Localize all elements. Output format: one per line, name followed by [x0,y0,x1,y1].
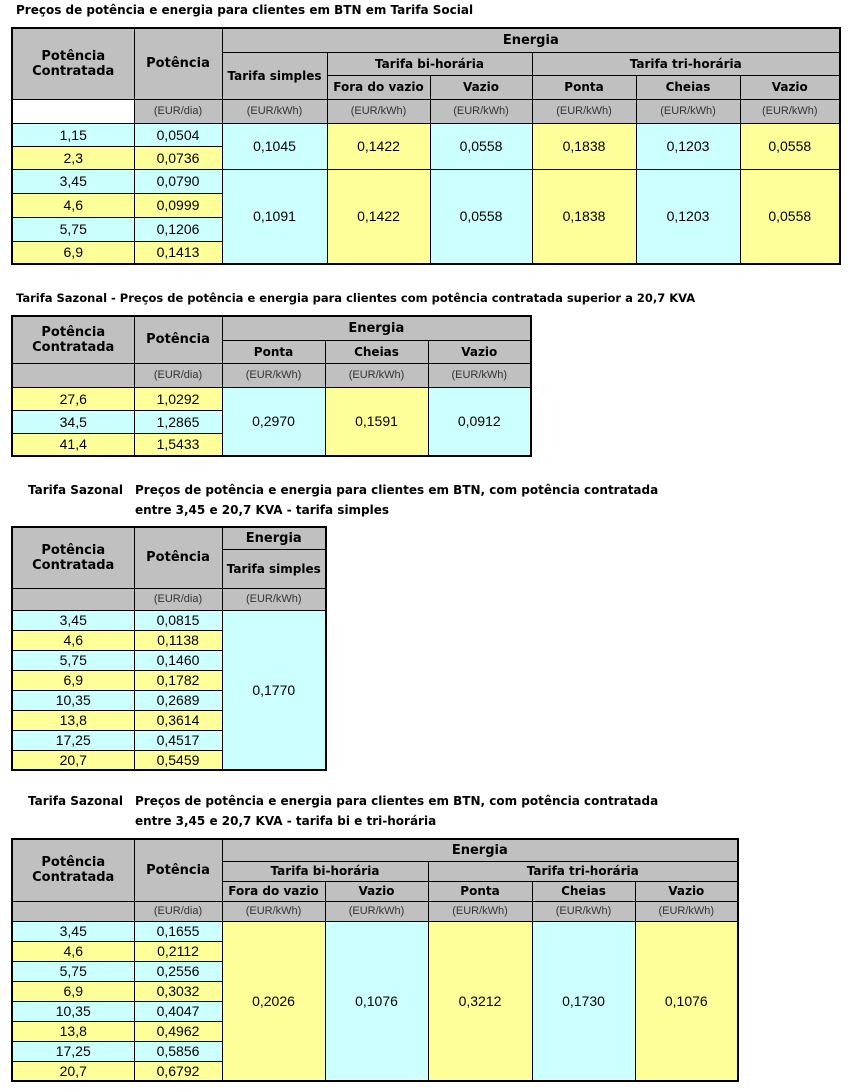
cell-kva: 3,45 [12,169,134,193]
cell-kva: 4,6 [12,193,134,217]
cell-potencia: 0,0815 [134,610,222,630]
header-potencia-contratada: Potência Contratada [12,28,134,99]
header-tarifa-bi-horaria: Tarifa bi-horária [222,861,428,881]
cell-potencia: 0,3614 [134,710,222,730]
cell-potencia: 0,4962 [134,1021,222,1041]
cell-tarifa-simples: 0,1770 [222,610,326,770]
cell-tarifa-simples: 0,1045 [222,123,327,169]
cell-kva: 20,7 [12,750,134,770]
unit-eur-dia: (EUR/dia) [134,901,222,921]
header-tarifa-simples: Tarifa simples [222,549,326,588]
cell-vazio: 0,0912 [428,387,531,456]
unit-eur-kwh: (EUR/kWh) [532,901,635,921]
cell-potencia: 0,1138 [134,630,222,650]
unit-eur-kwh: (EUR/kWh) [635,901,738,921]
header-tarifa-tri-horaria: Tarifa tri-horária [428,861,738,881]
table4-label: Tarifa Sazonal [28,794,123,808]
cell-potencia: 0,3032 [134,981,222,1001]
cell-kva: 13,8 [12,710,134,730]
unit-eur-kwh: (EUR/kWh) [740,99,840,123]
cell-kva: 6,9 [12,241,134,264]
cell-tri-ponta: 0,1838 [532,169,636,264]
header-potencia: Potência [134,28,222,99]
cell-tri-vazio: 0,1076 [635,921,738,1081]
cell-potencia: 0,1655 [134,921,222,941]
header-energia: Energia [222,839,738,861]
header-potencia-contratada: Potência Contratada [12,527,134,588]
cell-bi-fora-vazio: 0,1422 [327,169,430,264]
header-cheias: Cheias [532,881,635,901]
header-tarifa-bi-horaria: Tarifa bi-horária [327,52,532,75]
cell-bi-vazio: 0,1076 [325,921,428,1081]
unit-eur-kwh: (EUR/kWh) [428,901,532,921]
cell-kva: 5,75 [12,217,134,241]
cell-tri-vazio: 0,0558 [740,123,840,169]
cell-potencia: 0,0736 [134,146,222,169]
cell-bi-vazio: 0,0558 [430,123,532,169]
table3-title-line1: Preços de potência e energia para clientes em BTN, com potência contratada [135,483,659,497]
cell-potencia: 0,5459 [134,750,222,770]
table2-tarifa-sazonal-superior [11,315,532,457]
cell-bi-fora-vazio: 0,2026 [222,921,325,1081]
header-energia: Energia [222,527,326,549]
header-tarifa-simples: Tarifa simples [222,52,327,99]
unit-eur-kwh: (EUR/kWh) [222,588,326,610]
header-ponta: Ponta [428,881,532,901]
unit-eur-kwh: (EUR/kWh) [428,363,531,387]
cell-potencia: 0,6792 [134,1061,222,1081]
header-vazio: Vazio [740,75,840,99]
cell-cheias: 0,1591 [325,387,428,456]
unit-eur-dia: (EUR/dia) [134,588,222,610]
cell-kva: 6,9 [12,981,134,1001]
unit-eur-kwh: (EUR/kWh) [327,99,430,123]
header-potencia-contratada: Potência Contratada [12,839,134,901]
header-cheias: Cheias [325,340,428,363]
cell-tri-cheias: 0,1730 [532,921,635,1081]
header-fora-do-vazio: Fora do vazio [327,75,430,99]
table1-tarifa-social [11,27,841,265]
table4-title-line1: Preços de potência e energia para clientes em BTN, com potência contratada [135,794,659,808]
cell-kva: 17,25 [12,1041,134,1061]
cell-bi-vazio: 0,0558 [430,169,532,264]
cell-kva: 13,8 [12,1021,134,1041]
cell-kva: 5,75 [12,650,134,670]
unit-eur-dia: (EUR/dia) [134,363,222,387]
cell-kva: 6,9 [12,670,134,690]
header-vazio: Vazio [325,881,428,901]
cell-kva: 4,6 [12,630,134,650]
cell-kva: 1,15 [12,123,134,146]
cell-potencia: 0,0790 [134,169,222,193]
cell-potencia: 1,5433 [134,433,222,456]
unit-eur-kwh: (EUR/kWh) [430,99,532,123]
cell-kva: 3,45 [12,921,134,941]
header-vazio: Vazio [635,881,738,901]
header-tarifa-tri-horaria: Tarifa tri-horária [532,52,840,75]
cell-potencia: 0,4517 [134,730,222,750]
cell-potencia: 0,5856 [134,1041,222,1061]
header-fora-do-vazio: Fora do vazio [222,881,325,901]
cell-potencia: 1,0292 [134,387,222,410]
cell-kva: 41,4 [12,433,134,456]
cell-kva: 2,3 [12,146,134,169]
unit-eur-kwh: (EUR/kWh) [325,363,428,387]
cell-potencia: 0,1460 [134,650,222,670]
header-potencia: Potência [134,316,222,363]
header-vazio: Vazio [430,75,532,99]
cell-potencia: 1,2865 [134,410,222,433]
cell-tri-vazio: 0,0558 [740,169,840,264]
header-ponta: Ponta [222,340,325,363]
header-vazio: Vazio [428,340,531,363]
unit-eur-kwh: (EUR/kWh) [325,901,428,921]
cell-tri-cheias: 0,1203 [636,169,740,264]
cell-kva: 5,75 [12,961,134,981]
cell-kva: 17,25 [12,730,134,750]
unit-eur-dia: (EUR/dia) [134,99,222,123]
table4-tarifa-bi-tri [11,838,739,1082]
cell-potencia: 0,1782 [134,670,222,690]
cell-potencia: 0,0504 [134,123,222,146]
table3-tarifa-simples [11,526,327,771]
cell-potencia: 0,0999 [134,193,222,217]
cell-bi-fora-vazio: 0,1422 [327,123,430,169]
header-cheias: Cheias [636,75,740,99]
unit-eur-kwh: (EUR/kWh) [222,99,327,123]
header-potencia: Potência [134,527,222,588]
cell-tri-ponta: 0,3212 [428,921,532,1081]
header-energia: Energia [222,316,531,340]
cell-kva: 27,6 [12,387,134,410]
unit-eur-kwh: (EUR/kWh) [222,363,325,387]
cell-kva: 10,35 [12,1001,134,1021]
cell-potencia: 0,2689 [134,690,222,710]
table2-title: Tarifa Sazonal - Preços de potência e energia para clientes com potência contratada superior a 20,7 KVA [16,291,696,305]
header-ponta: Ponta [532,75,636,99]
unit-eur-kwh: (EUR/kWh) [636,99,740,123]
cell-tri-cheias: 0,1203 [636,123,740,169]
cell-kva: 20,7 [12,1061,134,1081]
cell-potencia: 0,1413 [134,241,222,264]
header-potencia: Potência [134,839,222,901]
cell-ponta: 0,2970 [222,387,325,456]
cell-kva: 10,35 [12,690,134,710]
table3-label: Tarifa Sazonal [28,483,123,497]
cell-potencia: 0,2556 [134,961,222,981]
table3-title-line2: entre 3,45 e 20,7 KVA - tarifa simples [135,503,390,517]
cell-tarifa-simples: 0,1091 [222,169,327,264]
cell-kva: 3,45 [12,610,134,630]
cell-potencia: 0,1206 [134,217,222,241]
table1-title: Preços de potência e energia para clientes em BTN em Tarifa Social [16,3,474,17]
header-potencia-contratada: Potência Contratada [12,316,134,363]
cell-potencia: 0,2112 [134,941,222,961]
cell-kva: 4,6 [12,941,134,961]
table4-title-line2: entre 3,45 e 20,7 KVA - tarifa bi e tri-horária [135,814,437,828]
cell-kva: 34,5 [12,410,134,433]
cell-potencia: 0,4047 [134,1001,222,1021]
unit-eur-kwh: (EUR/kWh) [222,901,325,921]
header-energia: Energia [222,28,840,52]
unit-eur-kwh: (EUR/kWh) [532,99,636,123]
cell-tri-ponta: 0,1838 [532,123,636,169]
